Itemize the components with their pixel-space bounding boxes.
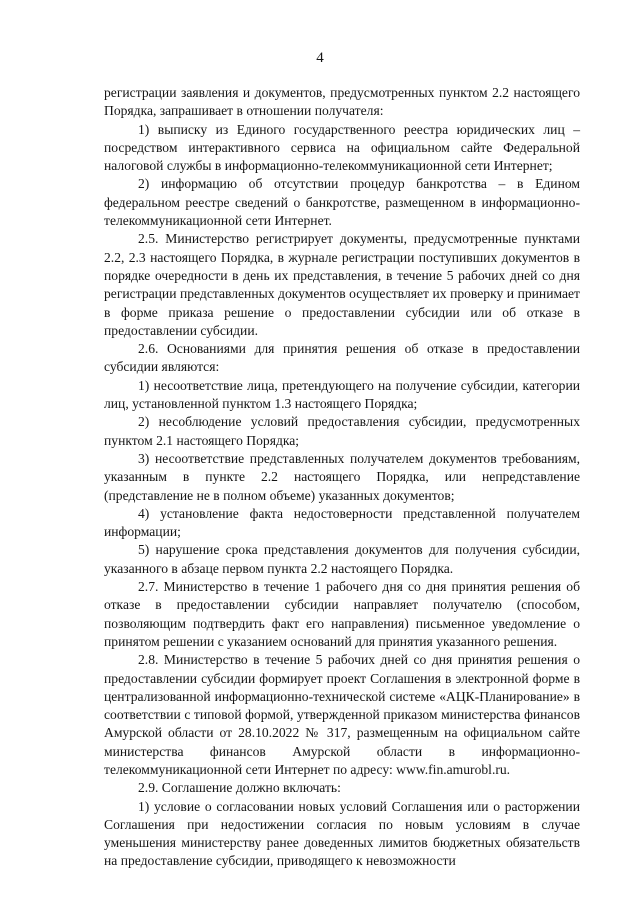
paragraph-2-6-item-2: 2) несоблюдение условий предоставления субсидии, предусмотренных пунктом 2.1 настоящего Порядка;: [104, 414, 580, 448]
paragraph-2-5: 2.5. Министерство регистрирует документы, предусмотренные пунктами 2.2, 2.3 настоящего Порядка, в журнале регистрации поступивших документов в порядке очередности в день их представления, в течение 5 рабочих дней со дня регистрации представленных документов осуществляет их проверку и принимает в форме приказа решение о предоставлении субсидии или об отказе в предоставлении субсидии.: [104, 231, 580, 338]
paragraph-2-6-item-1: 1) несоответствие лица, претендующего на получение субсидии, категории лиц, установленной пунктом 1.3 настоящего Порядка;: [104, 377, 580, 412]
paragraph-item-2-bankruptcy: 2) информацию об отсутствии процедур банкротства – в Едином федеральном реестре сведений о банкротстве, размещенном в информационно-телекоммуникационной сети Интернет.: [104, 176, 580, 229]
paragraph-2-9-item-1: 1) условие о согласовании новых условий Соглашения или о расторжении Соглашения при недостижении согласия по новым условиям в случае уменьшения министерству ранее доведенных лимитов бюджетных обязательств на предоставление субсидии, приводящего к невозможности: [104, 798, 580, 869]
paragraph-2-7: 2.7. Министерство в течение 1 рабочего дня со дня принятия решения об отказе в предоставлении субсидии направляет получателю (способом, позволяющим подтвердить факт его направления) письменное уведомление о принятом решении с указанием оснований для принятия указанного решения.: [104, 579, 580, 649]
paragraph-2-6-item-5: 5) нарушение срока представления документов для получения субсидии, указанного в абзаце первом пункта 2.2 настоящего Порядка.: [104, 542, 580, 576]
paragraph-2-6-item-4: 4) установление факта недостоверности представленной получателем информации;: [104, 505, 580, 540]
paragraph-continuation: регистрации заявления и документов, предусмотренных пунктом 2.2 настоящего Порядка, запрашивает в отношении получателя:: [104, 85, 580, 119]
paragraph-2-6-item-3: 3) несоответствие представленных получателем документов требованиям, указанным в пункте 2.2 настоящего Порядка, или непредставление (представление не в полном объеме) указанных документов;: [104, 450, 580, 503]
document-body: [104, 84, 580, 871]
paragraph-2-8: 2.8. Министерство в течение 5 рабочих дней со дня принятия решения о предоставлении субсидии формирует проект Соглашения в электронной форме в централизованной информационно-технической системе «АЦК-Планирование» в соответствии с типовой формой, утвержденной приказом министерства финансов Амурской области от 28.10.2022 № 317, размещенным на официальном сайте министерства финансов Амурской области в информационно-телекоммуникационной сети Интернет по адресу: www.fin.amurobl.ru.: [104, 652, 580, 777]
paragraph-item-1-egrul: 1) выписку из Единого государственного реестра юридических лиц – посредством интерактивного сервиса на официальном сайте Федеральной налоговой службы в информационно-телекоммуникационной сети Интернет;: [104, 121, 580, 174]
paragraph-2-6: 2.6. Основаниями для принятия решения об отказе в предоставлении субсидии являются:: [104, 341, 580, 375]
paragraph-2-9: 2.9. Соглашение должно включать:: [138, 780, 341, 796]
page-number: 4: [316, 50, 324, 66]
